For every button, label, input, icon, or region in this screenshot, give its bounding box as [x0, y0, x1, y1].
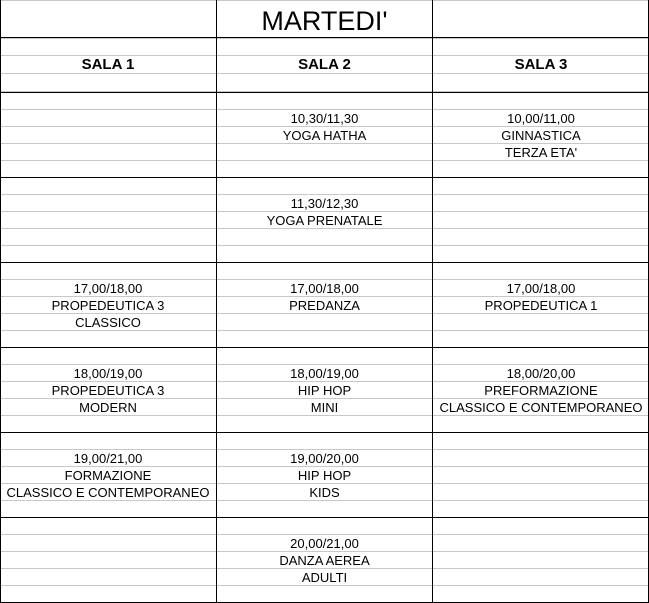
grid-line — [0, 55, 649, 56]
grid-line-bold — [0, 92, 649, 93]
class-name: ADULTI — [301, 570, 348, 585]
class-time: 18,00/19,00 — [73, 366, 143, 381]
class-time: 18,00/20,00 — [506, 366, 576, 381]
grid-line-bold — [0, 432, 649, 433]
class-name: PROPEDEUTICA 3 — [51, 383, 165, 398]
grid-line — [0, 0, 649, 1]
page-title: MARTEDI' — [261, 6, 388, 36]
grid-line — [0, 38, 649, 39]
class-time: 17,00/18,00 — [73, 281, 143, 296]
class-cell-sala-3 — [433, 110, 649, 161]
class-cell-sala-1 — [0, 365, 216, 416]
class-cell-sala-1 — [0, 280, 216, 331]
header-sala-1: SALA 1 — [81, 56, 135, 73]
class-time: 10,30/11,30 — [290, 111, 359, 126]
class-name: CLASSICO E CONTEMPORANEO — [6, 485, 210, 500]
class-time: 19,00/20,00 — [290, 451, 359, 466]
class-cell-sala-2 — [217, 365, 432, 416]
class-name: CLASSICO — [75, 315, 141, 330]
class-name: FORMAZIONE — [64, 468, 152, 483]
header-sala-3: SALA 3 — [514, 56, 568, 73]
class-name: DANZA AEREA — [279, 553, 370, 568]
class-name: HIP HOP — [297, 468, 352, 483]
class-name: GINNASTICA — [501, 128, 581, 143]
class-name: PROPEDEUTICA 1 — [484, 298, 598, 313]
class-time: 11,30/12,30 — [290, 196, 359, 211]
class-name: YOGA PRENATALE — [266, 213, 383, 228]
grid-line-bold — [0, 517, 649, 518]
grid-line — [0, 245, 649, 246]
class-time: 17,00/18,00 — [506, 281, 576, 296]
class-name: MINI — [310, 400, 339, 415]
grid-line-bold — [0, 347, 649, 348]
grid-line-bold — [0, 177, 649, 178]
class-name: PREFORMAZIONE — [484, 383, 598, 398]
class-time: 19,00/21,00 — [73, 451, 143, 466]
header-sala-2: SALA 2 — [298, 56, 351, 73]
grid-line-bold — [0, 262, 649, 263]
class-cell-sala-3 — [433, 365, 649, 416]
class-cell-sala-3 — [433, 280, 649, 314]
grid-line — [0, 73, 649, 74]
class-cell-sala-2 — [217, 280, 432, 314]
class-name: YOGA HATHA — [282, 128, 367, 143]
class-time: 17,00/18,00 — [290, 281, 359, 296]
class-cell-sala-2 — [217, 195, 432, 229]
class-cell-sala-1 — [0, 450, 216, 501]
class-name: PREDANZA — [289, 298, 360, 313]
grid-line-bold — [0, 37, 649, 38]
class-time: 20,00/21,00 — [290, 536, 359, 551]
class-time: 10,00/11,00 — [507, 111, 575, 126]
class-name: PROPEDEUTICA 3 — [51, 298, 165, 313]
class-cell-sala-2 — [217, 535, 432, 586]
class-name: CLASSICO E CONTEMPORANEO — [439, 400, 643, 415]
class-cell-sala-2 — [217, 110, 432, 144]
class-name: KIDS — [309, 485, 340, 500]
class-name: MODERN — [79, 400, 137, 415]
class-time: 18,00/19,00 — [290, 366, 359, 381]
class-cell-sala-2 — [217, 450, 432, 501]
class-name: TERZA ETA' — [504, 145, 578, 160]
class-name: HIP HOP — [297, 383, 352, 398]
